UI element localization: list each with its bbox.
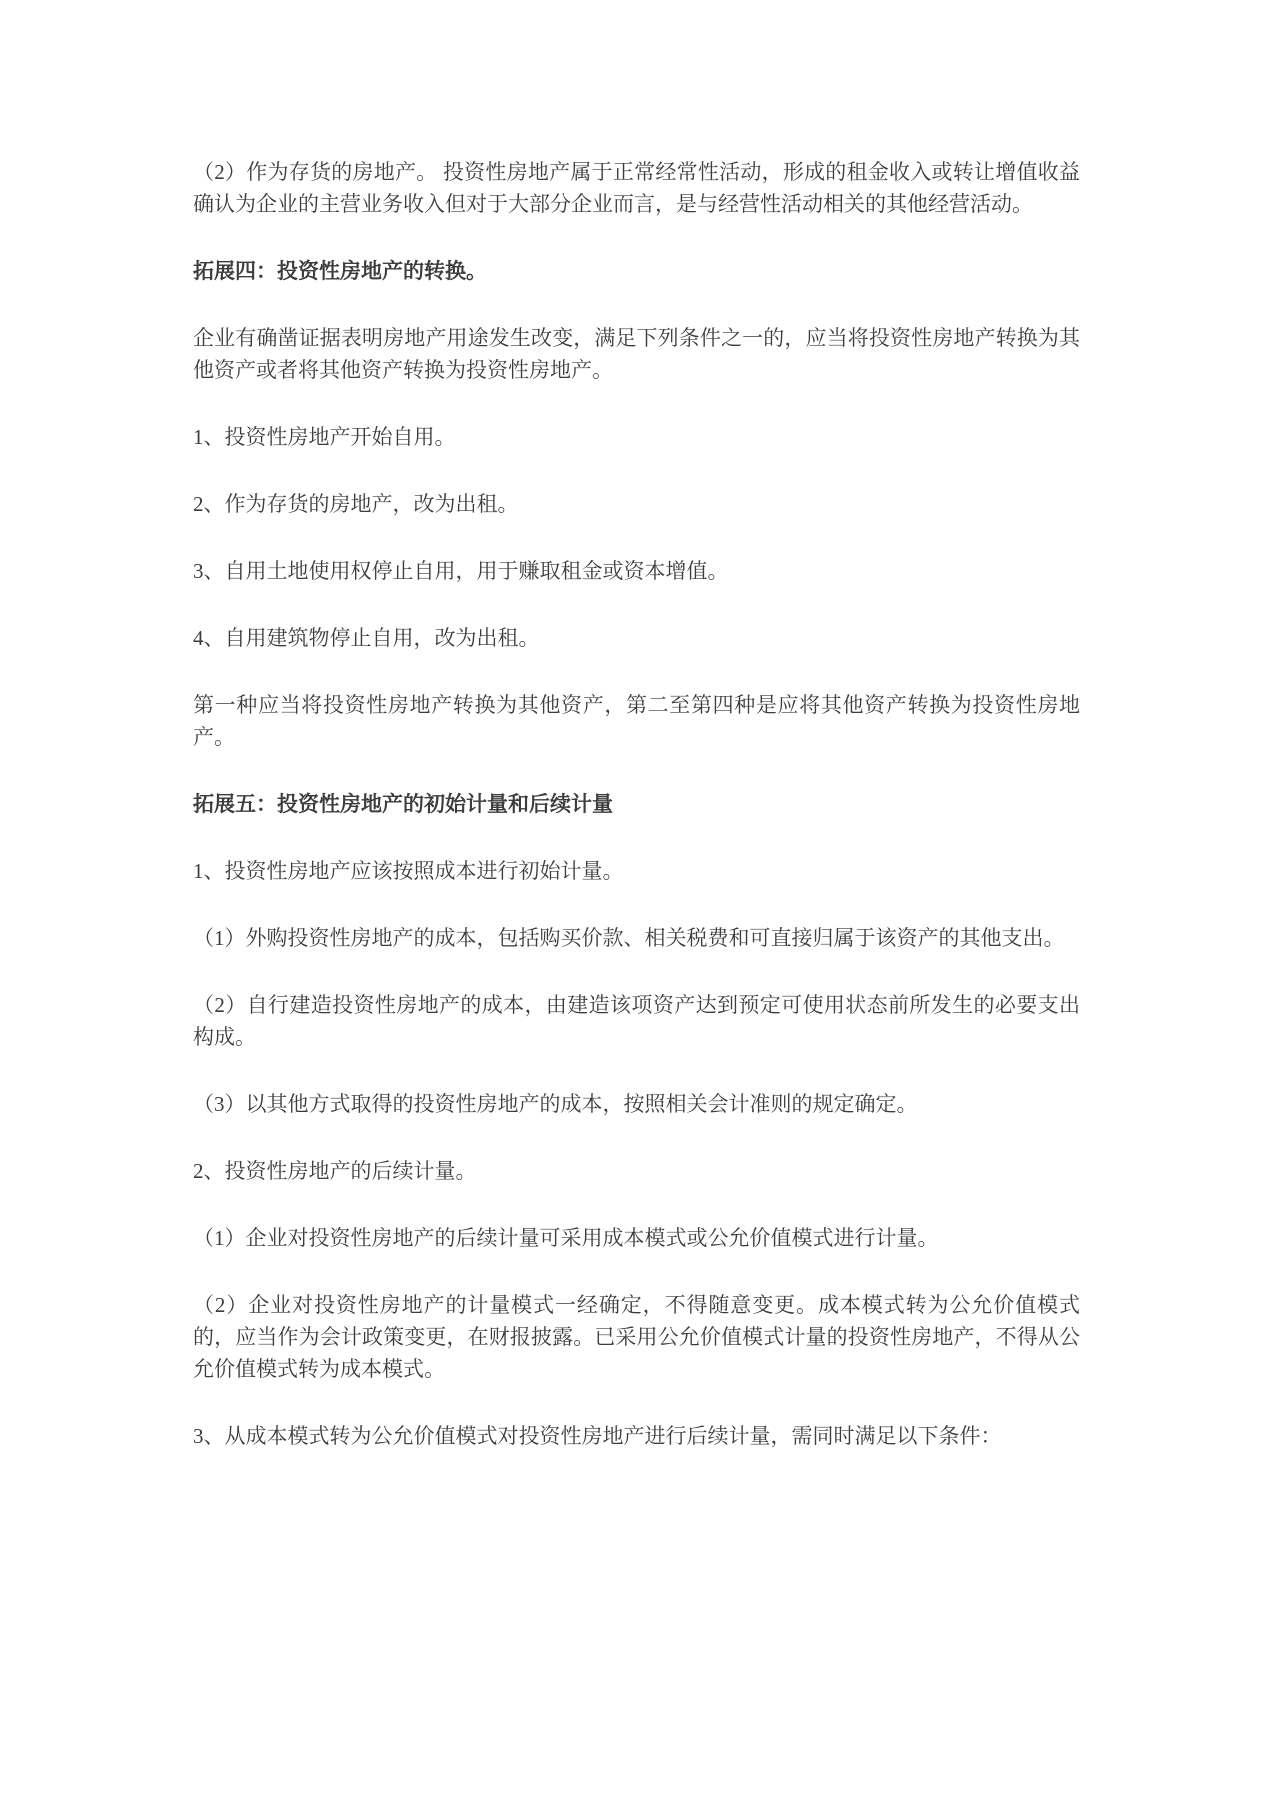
heading-expansion-5-measurement: 拓展五：投资性房地产的初始计量和后续计量	[193, 792, 613, 816]
list-item-conversion-4: 4、自用建筑物停止自用，改为出租。	[193, 626, 540, 650]
para-model-change-policy: （2）企业对投资性房地产的计量模式一经确定，不得随意变更。成本模式转为公允价值模式的，应当作为会计政策变更，在财报披露。已采用公允价值模式计量的投资性房地产，不得从公允价值模式转为成本模式。	[193, 1293, 1080, 1381]
heading-expansion-4-conversion: 拓展四：投资性房地产的转换。	[193, 259, 487, 283]
para-subsequent-measurement: 2、投资性房地产的后续计量。	[193, 1159, 477, 1183]
para-initial-cost-other-ways: （3）以其他方式取得的投资性房地产的成本，按照相关会计准则的规定确定。	[193, 1092, 918, 1116]
para-conversion-conditions-intro: 企业有确凿证据表明房地产用途发生改变，满足下列条件之一的，应当将投资性房地产转换为其他资产或者将其他资产转换为投资性房地产。	[193, 326, 1080, 382]
para-initial-cost-self-built: （2）自行建造投资性房地产的成本，由建造该项资产达到预定可使用状态前所发生的必要支出构成。	[193, 993, 1080, 1049]
para-subsequent-model-options: （1）企业对投资性房地产的后续计量可采用成本模式或公允价值模式进行计量。	[193, 1226, 939, 1250]
para-initial-measurement: 1、投资性房地产应该按照成本进行初始计量。	[193, 859, 624, 883]
list-item-conversion-2: 2、作为存货的房地产，改为出租。	[193, 492, 519, 516]
list-item-conversion-3: 3、自用土地使用权停止自用，用于赚取租金或资本增值。	[193, 559, 729, 583]
para-inventory-property-note: （2）作为存货的房地产。 投资性房地产属于正常经常性活动，形成的租金收入或转让增值收益确认为企业的主营业务收入但对于大部分企业而言，是与经营性活动相关的其他经营活动。	[193, 160, 1080, 216]
para-initial-cost-purchased: （1）外购投资性房地产的成本，包括购买价款、相关税费和可直接归属于该资产的其他支出。	[193, 926, 1065, 950]
para-cost-to-fair-value-conditions: 3、从成本模式转为公允价值模式对投资性房地产进行后续计量，需同时满足以下条件：	[193, 1424, 1002, 1448]
list-item-conversion-1: 1、投资性房地产开始自用。	[193, 425, 456, 449]
para-conversion-summary: 第一种应当将投资性房地产转换为其他资产，第二至第四种是应将其他资产转换为投资性房地产。	[193, 693, 1080, 749]
